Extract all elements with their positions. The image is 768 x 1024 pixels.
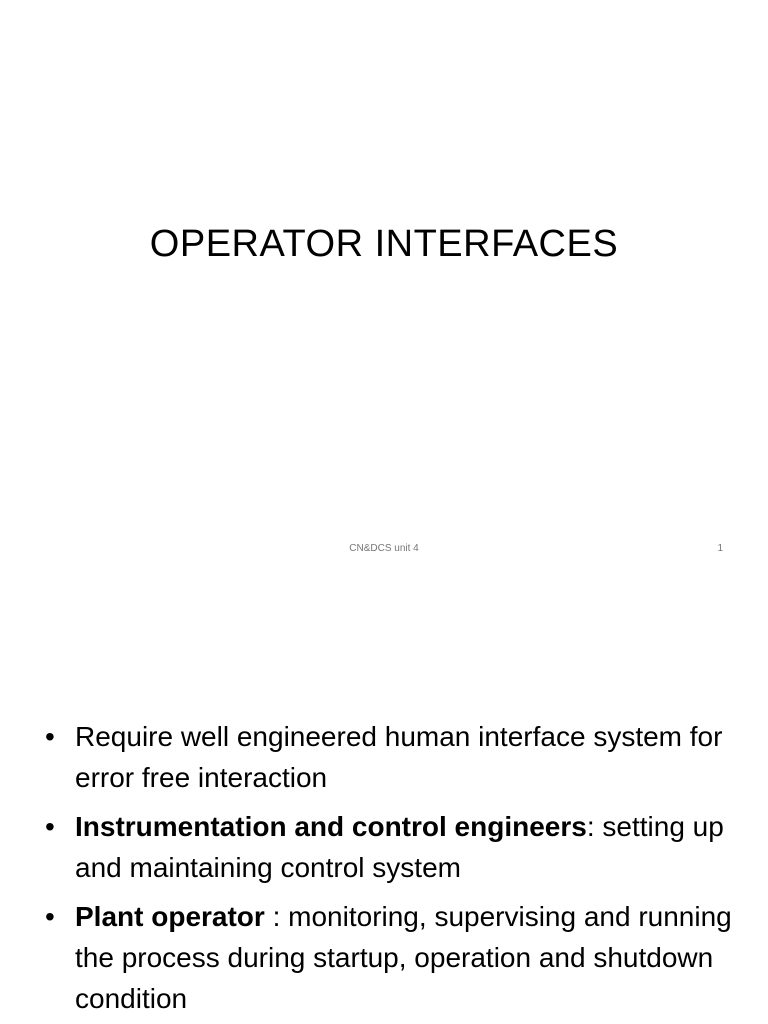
slide-2 <box>0 676 768 1024</box>
bullet-bold-text: Instrumentation and control engineers <box>75 811 587 842</box>
bullet-icon: • <box>45 901 55 932</box>
bullet-list <box>45 716 735 1024</box>
bullet-item <box>45 806 735 888</box>
bullet-bold-text: Plant operator <box>75 901 265 932</box>
slide-title: OPERATOR INTERFACES <box>149 223 619 265</box>
bullet-icon: • <box>45 721 55 752</box>
bullet-text: : monitoring, supervising and running the process during startup, operation and shutdown condition <box>75 901 732 1014</box>
slide-page-number: 1 <box>717 543 723 554</box>
slide-footer: CN&DCS unit 4 <box>349 543 419 554</box>
bullet-item <box>45 716 735 798</box>
bullet-icon: • <box>45 811 55 842</box>
bullet-item <box>45 896 735 1019</box>
bullet-text: : setting up and maintaining control system <box>75 811 724 883</box>
bullet-text: Require well engineered human interface system for error free interaction <box>75 721 723 793</box>
